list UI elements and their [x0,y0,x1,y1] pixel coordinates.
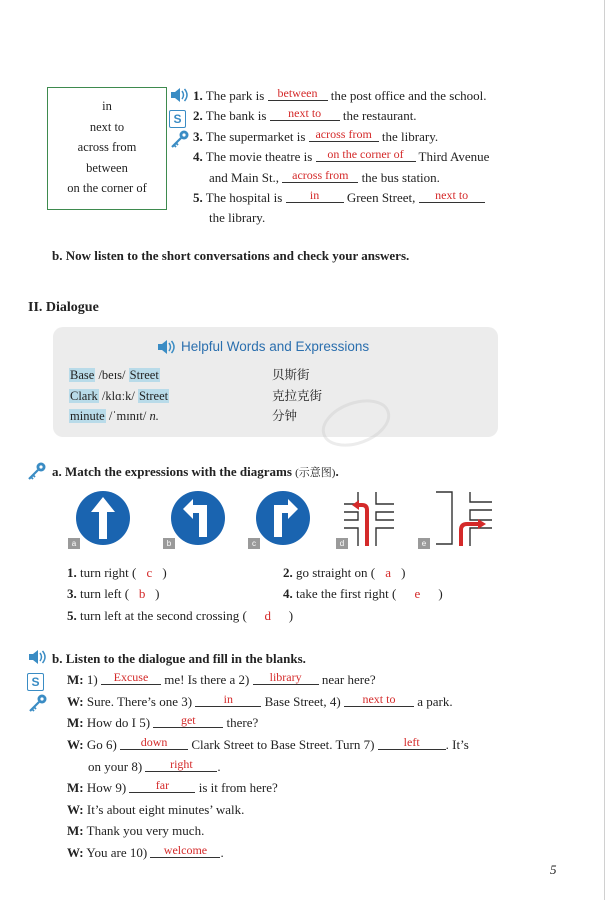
dialogue-line: M: How 9) far is it from here? [67,778,278,795]
answer-blank[interactable]: welcome [150,844,220,858]
word-box-item: on the corner of [67,181,147,196]
dialogue-line: M: 1) Excuse me! Is there a 2) library near here? [67,670,376,687]
instruction-b-check: b. Now listen to the short conversations and check your answers. [52,248,410,263]
key-icon[interactable] [169,129,191,149]
speaker-icon[interactable] [169,86,189,104]
page-edge-rule [604,0,605,900]
match-answer[interactable]: e [414,586,421,601]
vocab-row: minute /ˈmɪnɪt/ n. [70,409,159,423]
script-icon[interactable]: S [27,673,44,691]
word-box-item: in [102,99,112,113]
answer-blank[interactable]: across from [309,128,379,142]
vocab-row: Clark /klɑːk/ Street [70,389,169,403]
key-icon[interactable] [27,693,49,713]
answer-blank[interactable]: in [286,189,344,203]
dialogue-icons [27,648,49,718]
instruction-dialogue: b. Listen to the dialogue and fill in the blanks. [52,651,306,666]
diagram-label: d [336,538,348,549]
match-answer[interactable]: d [264,608,272,623]
speaker-icon[interactable] [156,338,176,356]
diagram-label: c [248,538,260,549]
answer-blank[interactable]: Excuse [101,671,161,685]
answer-blank[interactable]: left [378,736,446,750]
diagram-first-right [430,490,496,548]
answer-blank[interactable]: next to [419,189,485,203]
match-item: 3. turn left ( b ) [67,586,160,601]
diagram-go-straight [72,491,134,549]
dialogue-line: W: Go 6) down Clark Street to Base Street. Turn 7) left . It’s [67,735,469,752]
answer-blank[interactable]: library [253,671,319,685]
match-answer[interactable]: b [138,586,146,601]
dialogue-line: M: How do I 5) get there? [67,713,259,730]
dialogue-line: W: You are 10) welcome . [67,843,224,860]
key-icon[interactable] [26,461,48,481]
word-box-item: between [86,160,128,175]
dialogue-line: M: Thank you very much. [67,823,205,838]
answer-blank[interactable]: get [153,714,223,728]
answer-blank[interactable]: in [195,693,261,707]
vocab-translation: 分钟 [272,409,298,423]
answer-blank[interactable]: next to [270,107,340,121]
match-item: 2. go straight on ( a ) [283,565,406,580]
dialogue-line: W: Sure. There’s one 3) in Base Street, 4) next to a park. [67,692,453,709]
watermark-stamp [316,398,396,448]
answer-blank[interactable]: between [268,87,328,101]
exercise-a-q2: 2. The bank is next to the restaurant. [193,106,417,123]
diagram-second-crossing-left [340,490,400,548]
word-box [47,87,167,210]
answer-blank[interactable]: far [129,779,195,793]
answer-blank[interactable]: across from [282,169,358,183]
vocab-translation: 克拉克街 [272,389,323,403]
word-box-item: across from [77,140,137,155]
match-answer[interactable]: a [385,565,391,580]
helpful-words-title: Helpful Words and Expressions [181,339,370,354]
exercise-a-q5-line2: the library. [209,210,266,225]
answer-blank[interactable]: next to [344,693,414,707]
exercise-icons [169,86,191,154]
vocab-row: Base /beɪs/ Street [70,368,159,382]
exercise-a-q3: 3. The supermarket is across from the library. [193,127,439,144]
speaker-icon[interactable] [27,648,47,666]
answer-blank[interactable]: down [120,736,188,750]
match-item: 4. take the first right ( e ) [283,586,443,601]
diagram-label: e [418,538,430,549]
page-number: 5 [550,862,557,877]
exercise-a-q4: 4. The movie theatre is on the corner of Third Avenue [193,147,490,164]
exercise-a-q5: 5. The hospital is in Green Street, next to [193,190,485,206]
answer-blank[interactable]: right [145,758,217,772]
diagram-label: b [163,538,175,549]
exercise-a-q4-line2: and Main St., across from the bus station. [209,168,440,185]
word-box-item: next to [89,119,125,134]
diagram-turn-right [252,491,314,549]
dialogue-line: on your 8) right . [88,757,221,774]
instruction-match: a. Match the expressions with the diagrams (示意图). [52,464,339,479]
section-title-dialogue: II. Dialogue [28,300,99,315]
diagram-turn-left [167,491,229,549]
vocab-translation: 贝斯街 [272,368,310,382]
match-item: 5. turn left at the second crossing ( d ) [67,608,294,623]
script-icon[interactable]: S [169,110,186,128]
exercise-a-q1: 1. The park is between the post office and the school. [193,86,487,103]
diagram-label: a [68,538,80,549]
match-answer[interactable]: c [146,565,153,580]
match-item: 1. turn right ( c ) [67,565,167,580]
answer-blank[interactable]: on the corner of [316,148,416,162]
dialogue-line: W: It’s about eight minutes’ walk. [67,802,245,817]
